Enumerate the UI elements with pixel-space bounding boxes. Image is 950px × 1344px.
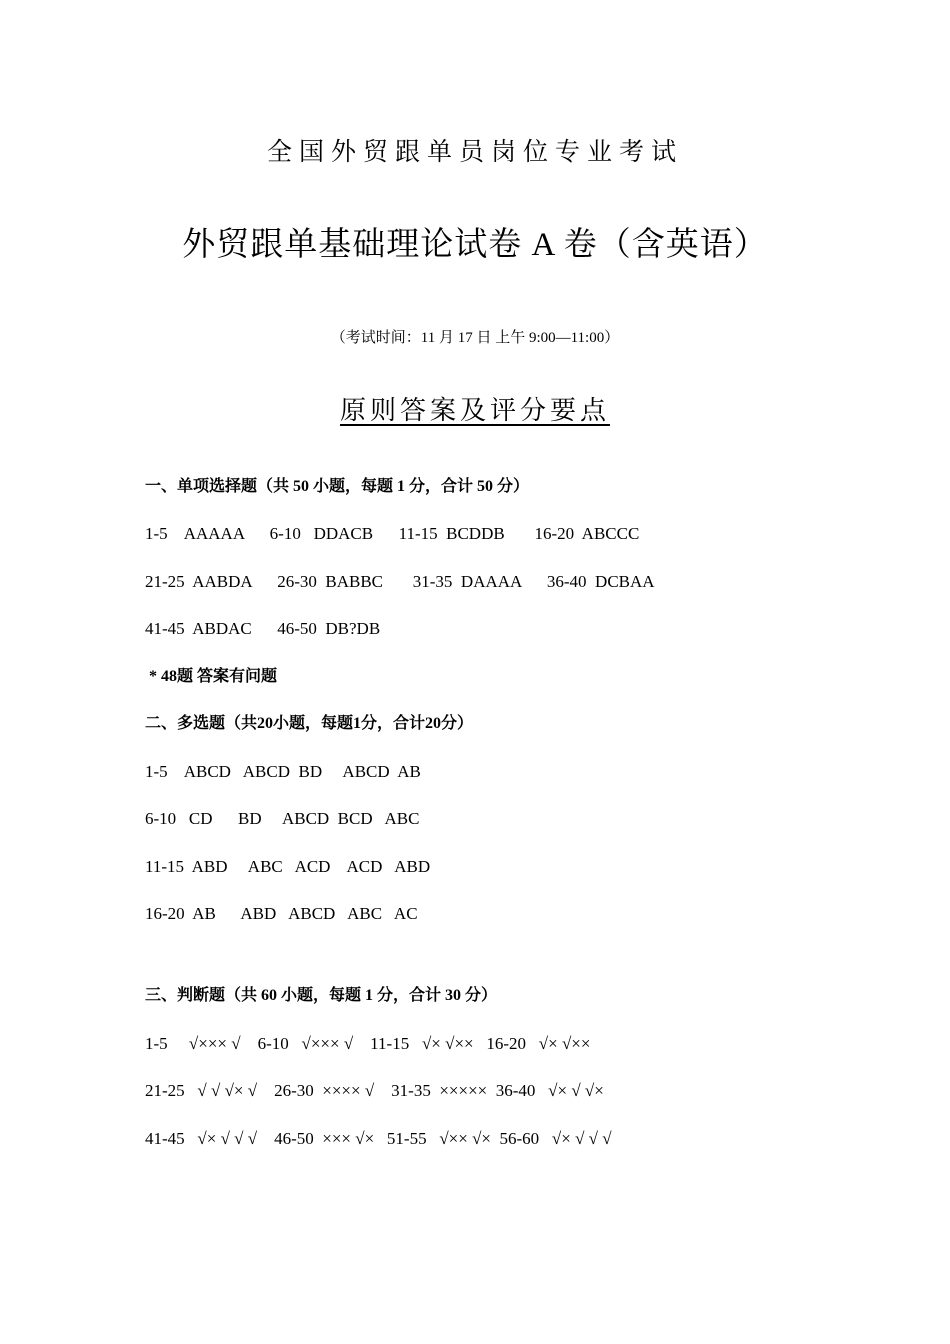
section3-row: 41-45 √× √ √ √ 46-50 ××× √× 51-55 √×× √× 56-60 √× √ √ √ <box>145 1129 612 1148</box>
section2-row: 1-5 ABCD ABCD BD ABCD AB <box>145 762 421 781</box>
exam-time: （考试时间：11 月 17 日 上午 9:00—11:00） <box>330 330 620 346</box>
exam-name: 全国外贸跟单员岗位专业考试 <box>266 139 683 166</box>
section2-row: 6-10 CD BD ABCD BCD ABC <box>145 809 420 828</box>
section1-note: * 48题 答案有问题 <box>145 668 278 685</box>
section2-title: 二、多选题（共20小题，每题1分，合计20分） <box>145 715 474 732</box>
section3-row: 1-5 √××× √ 6-10 √××× √ 11-15 √× √×× 16-20 √× √×× <box>145 1034 591 1053</box>
section2-row: 16-20 AB ABD ABCD ABC AC <box>145 904 418 923</box>
answer-heading <box>0 390 950 427</box>
answer-heading-text: 原则答案及评分要点 <box>339 396 610 425</box>
section3-row: 21-25 √ √ √× √ 26-30 ×××× √ 31-35 ××××× 36-40 √× √ √× <box>145 1081 604 1100</box>
section1-row: 41-45 ABDAC 46-50 DB?DB <box>145 619 381 638</box>
section1-row: 1-5 AAAAA 6-10 DDACB 11-15 BCDDB 16-20 ABCCC <box>145 524 640 543</box>
section3-title: 三、判断题（共 60 小题，每题 1 分，合计 30 分） <box>145 987 498 1004</box>
section1-row: 21-25 AABDA 26-30 BABBC 31-35 DAAAA 36-40 DCBAA <box>145 572 655 591</box>
section2-row: 11-15 ABD ABC ACD ACD ABD <box>145 857 431 876</box>
paper-title: 外贸跟单基础理论试卷 A 卷（含英语） <box>182 227 768 263</box>
section1-title: 一、单项选择题（共 50 小题，每题 1 分，合计 50 分） <box>145 478 530 495</box>
